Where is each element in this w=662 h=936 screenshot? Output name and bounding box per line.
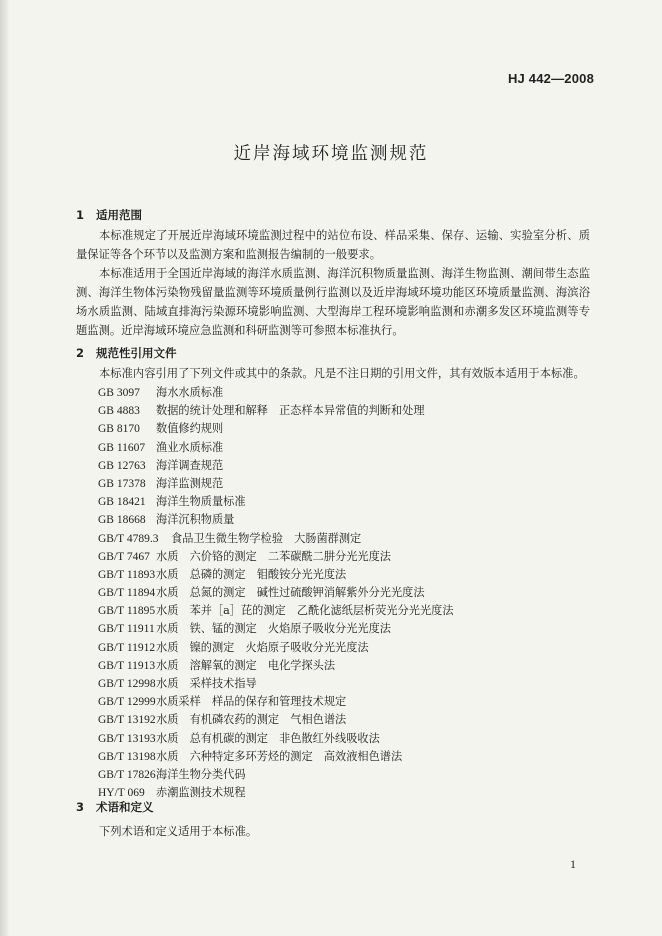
list-item — [98, 657, 454, 675]
reference-name: 数据的统计处理和解释 正态样本异常值的判断和处理 — [156, 404, 425, 418]
reference-code: GB/T 11893 — [98, 568, 156, 581]
reference-code: GB/T 4789.3 — [98, 532, 159, 545]
list-item — [98, 402, 454, 420]
reference-name: 渔业水质标准 — [156, 440, 224, 454]
list-item — [98, 620, 454, 638]
list-item — [98, 566, 454, 584]
reference-name: 水质 苯并［a］芘的测定 乙酰化滤纸层析荧光分光光度法 — [156, 604, 454, 618]
reference-code: GB/T 7467 — [98, 550, 150, 563]
reference-name: 水质 六价铬的测定 二苯碳酰二肼分光光度法 — [156, 549, 391, 563]
reference-code: GB 11607 — [98, 441, 146, 454]
reference-name: 水质采样 样品的保存和管理技术规定 — [156, 695, 347, 709]
section-1-paragraph-2: 本标准适用于全国近岸海域的海洋水质监测、海洋沉积物质量监测、海洋生物监测、潮间带生态监测、海洋生物体污染物残留量监测等环境质量例行监测以及近岸海域环境功能区环境质量监测、海滨浴场水质监测、陆域直排海污染源环境影响监测、大型海岸工程环境影响监测和赤潮多发区环境监测等专题监测。近岸海域环境应急监测和科研监测等可参照本标准执行。 — [76, 267, 590, 337]
reference-code: GB/T 11894 — [98, 587, 156, 600]
reference-name: 水质 镍的测定 火焰原子吸收分光光度法 — [156, 640, 369, 654]
reference-code: GB/T 17826 — [98, 768, 156, 781]
reference-name: 水质 有机磷农药的测定 气相色谱法 — [156, 713, 347, 727]
reference-name: 食品卫生微生物学检验 大肠菌群测定 — [171, 531, 362, 545]
reference-code: GB/T 13192 — [98, 714, 156, 727]
page-number: 1 — [570, 857, 576, 871]
section-title: 术语和定义 — [96, 800, 154, 814]
reference-name: 海洋生物分类代码 — [156, 767, 246, 781]
list-item — [98, 748, 454, 766]
reference-name: 水质 铁、锰的测定 火焰原子吸收分光光度法 — [156, 622, 391, 636]
reference-name: 水质 溶解氧的测定 电化学探头法 — [156, 658, 336, 672]
reference-name: 水质 六种特定多环芳烃的测定 高效液相色谱法 — [156, 749, 403, 763]
standard-code: HJ 442—2008 — [507, 71, 594, 86]
reference-code: GB/T 12998 — [98, 678, 156, 690]
section-number: 2 — [76, 346, 85, 360]
reference-name: 海洋沉积物质量 — [156, 513, 235, 527]
reference-name: 海水水质标准 — [156, 386, 224, 399]
reference-code: GB 12763 — [98, 459, 146, 472]
reference-code: GB 18421 — [98, 496, 146, 509]
list-item — [98, 711, 454, 729]
section-title: 适用范围 — [96, 208, 142, 222]
reference-code: GB/T 11912 — [98, 641, 156, 654]
list-item — [98, 675, 454, 693]
list-item — [98, 693, 454, 711]
reference-name: 水质 总有机碳的测定 非色散红外线吸收法 — [156, 731, 380, 745]
reference-name: 海洋生物质量标准 — [156, 495, 246, 509]
list-item — [98, 439, 454, 457]
list-item — [98, 730, 454, 748]
section-2-heading — [76, 345, 177, 361]
reference-list — [98, 384, 454, 802]
reference-code: HY/T 069 — [98, 787, 145, 800]
reference-code: GB 3097 — [98, 387, 140, 399]
reference-name: 水质 总氮的测定 碱性过硫酸钾消解紫外分光光度法 — [156, 586, 425, 600]
reference-name: 海洋监测规范 — [156, 476, 224, 490]
reference-code: GB/T 13198 — [98, 750, 156, 763]
section-3-intro: 下列术语和定义适用于本标准。 — [99, 825, 258, 838]
list-item — [98, 584, 454, 602]
list-item — [98, 420, 454, 438]
reference-name: 水质 采样技术指导 — [156, 677, 257, 690]
reference-name: 赤潮监测技术规程 — [156, 786, 246, 800]
reference-code: GB 17378 — [98, 477, 146, 490]
reference-code: GB 4883 — [98, 405, 140, 418]
reference-code: GB/T 12999 — [98, 696, 156, 709]
document-title: 近岸海域环境监测规范 — [233, 144, 429, 164]
reference-code: GB 8170 — [98, 423, 140, 436]
reference-code: GB 18668 — [98, 514, 146, 527]
reference-name: 数值修约规则 — [156, 422, 224, 436]
section-number: 3 — [76, 800, 85, 814]
reference-name: 水质 总磷的测定 钼酸铵分光光度法 — [156, 567, 347, 581]
reference-code: GB/T 11913 — [98, 659, 156, 672]
list-item — [98, 511, 454, 529]
section-2-intro: 本标准内容引用了下列文件或其中的条款。凡是不注日期的引用文件，其有效版本适用于本标准。 — [99, 367, 585, 380]
section-3-heading — [76, 799, 154, 815]
list-item — [98, 602, 454, 620]
reference-code: GB/T 11911 — [98, 623, 155, 636]
reference-code: GB/T 13193 — [98, 732, 156, 745]
list-item — [98, 639, 454, 657]
section-number: 1 — [76, 208, 85, 222]
section-1-heading — [76, 207, 142, 223]
section-title: 规范性引用文件 — [96, 346, 177, 360]
reference-name: 海洋调查规范 — [156, 458, 224, 472]
list-item — [98, 548, 454, 566]
list-item — [98, 766, 454, 784]
list-item — [98, 457, 454, 475]
list-item — [98, 493, 454, 511]
list-item — [98, 475, 454, 493]
list-item — [98, 384, 454, 402]
list-item — [98, 530, 454, 548]
section-1-paragraph-1: 本标准规定了开展近岸海域环境监测过程中的站位布设、样品采集、保存、运输、实验室分析、质量保证等各个环节以及监测方案和监测报告编制的一般要求。 — [76, 229, 590, 261]
reference-code: GB/T 11895 — [98, 605, 156, 618]
